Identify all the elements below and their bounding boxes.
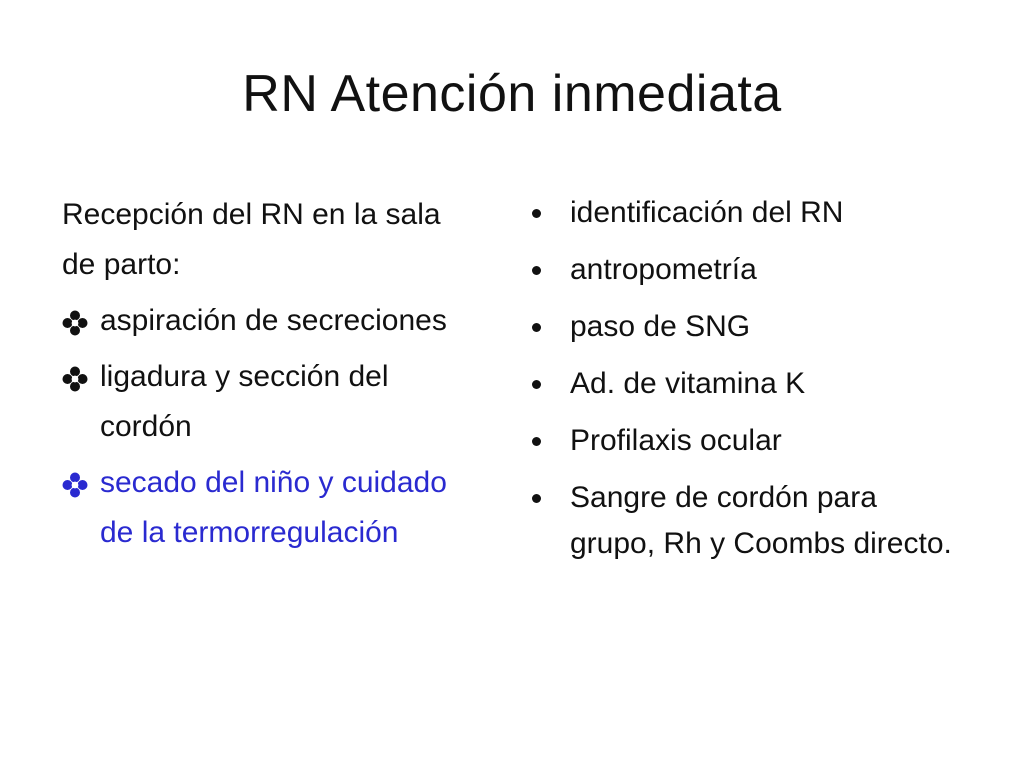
- slide-title: RN Atención inmediata: [242, 65, 782, 123]
- list-item: [530, 418, 970, 464]
- list-item-label: Sangre de cordón para grupo, Rh y Coombs directo.: [570, 481, 952, 560]
- list-item-label: antropometría: [570, 253, 757, 286]
- list-item-label: Profilaxis ocular: [570, 424, 782, 457]
- flower-bullet-icon: [62, 366, 88, 392]
- list-item-label: secado del niño y cuidado de la termorregulación: [100, 466, 447, 549]
- list-item: [530, 247, 970, 293]
- bullet-dot-icon: [532, 494, 541, 503]
- list-item: [530, 361, 970, 407]
- list-item-label: ligadura y sección del cordón: [100, 360, 389, 443]
- right-column: [530, 190, 970, 578]
- right-bullet-list: [530, 190, 970, 567]
- list-item: [530, 475, 970, 567]
- list-item: [530, 304, 970, 350]
- list-item-highlighted: [62, 458, 462, 558]
- flower-bullet-icon: [62, 310, 88, 336]
- left-column: [62, 190, 462, 564]
- list-item: [62, 296, 462, 346]
- bullet-dot-icon: [532, 266, 541, 275]
- list-item-label: identificación del RN: [570, 196, 844, 229]
- list-item-label: paso de SNG: [570, 310, 751, 343]
- left-bullet-list: [62, 296, 462, 558]
- bullet-dot-icon: [532, 323, 541, 332]
- bullet-dot-icon: [532, 380, 541, 389]
- bullet-dot-icon: [532, 437, 541, 446]
- list-item-label: aspiración de secreciones: [100, 304, 447, 337]
- list-item: [62, 352, 462, 452]
- list-item-label: Ad. de vitamina K: [570, 367, 806, 400]
- left-intro-text: Recepción del RN en la sala de parto:: [62, 198, 441, 281]
- bullet-dot-icon: [532, 209, 541, 218]
- flower-bullet-icon: [62, 472, 88, 498]
- list-item: [530, 190, 970, 236]
